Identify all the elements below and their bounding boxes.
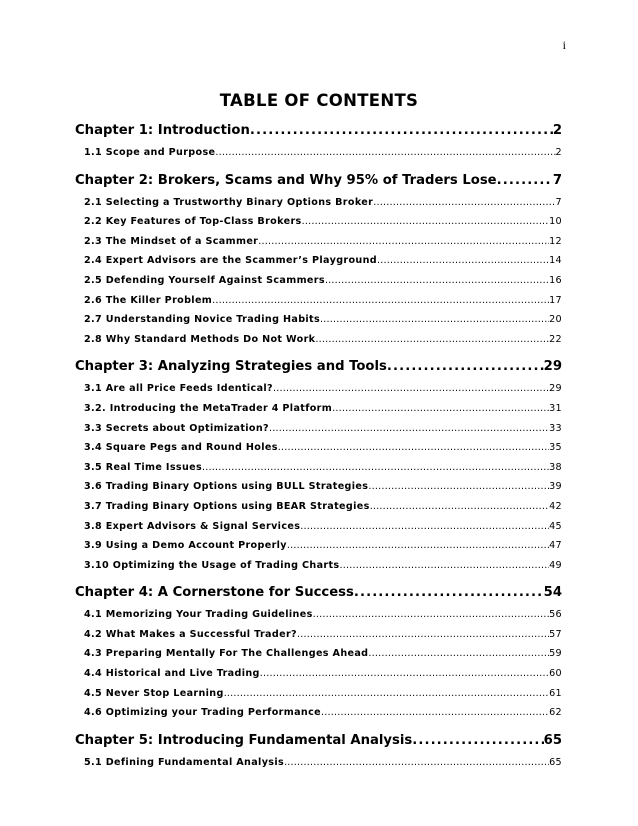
toc-section-entry[interactable] (75, 271, 562, 291)
toc-section-entry[interactable] (75, 251, 562, 271)
dot-leader (320, 310, 549, 330)
toc-entry-label: 3.2. Introducing the MetaTrader 4 Platform (84, 402, 333, 414)
toc-entry-page: 45 (549, 520, 562, 532)
toc-entry-page: 42 (549, 500, 562, 512)
toc-section-entry[interactable] (75, 330, 562, 350)
toc-entry-page: 62 (549, 707, 562, 719)
toc-entry-label: 3.8 Expert Advisors & Signal Services (84, 520, 301, 532)
toc-section-entry[interactable] (75, 625, 562, 645)
toc-entry-page: 38 (549, 461, 562, 473)
toc-section-entry[interactable] (75, 419, 562, 439)
toc-section-entry[interactable] (75, 232, 562, 252)
toc-entry-label: 4.5 Never Stop Learning (84, 687, 224, 699)
toc-entry-page: 14 (549, 255, 562, 267)
toc-entry-page: 47 (549, 540, 562, 552)
dot-leader (273, 379, 549, 399)
toc-entry-label: 2.7 Understanding Novice Trading Habits (84, 314, 321, 326)
toc-section-entry[interactable] (75, 310, 562, 330)
toc-entry-page: 22 (549, 333, 562, 345)
toc-list (75, 118, 562, 772)
toc-entry-page: 29 (543, 359, 562, 375)
toc-entry-page: 56 (549, 609, 562, 621)
toc-entry-label: 1.1 Scope and Purpose (84, 147, 216, 158)
toc-entry-label: 3.5 Real Time Issues (84, 461, 203, 473)
toc-entry-label: 2.2 Key Features of Top-Class Brokers (84, 216, 302, 228)
toc-entry-label: 3.4 Square Pegs and Round Holes (84, 442, 278, 454)
toc-entry-page: 31 (549, 402, 562, 414)
toc-entry-label: 3.10 Optimizing the Usage of Trading Charts (84, 559, 340, 571)
dot-leader (325, 271, 549, 291)
toc-entry-label: 2.4 Expert Advisors are the Scammer’s Playground (84, 255, 378, 267)
toc-entry-label: 2.1 Selecting a Trustworthy Binary Options Broker (84, 196, 374, 208)
toc-section-entry[interactable] (75, 517, 562, 537)
toc-entry-page: 33 (549, 422, 562, 434)
toc-entry-page: 20 (549, 314, 562, 326)
dot-leader (258, 232, 549, 252)
toc-section-entry[interactable] (75, 438, 562, 458)
toc-section-entry[interactable] (75, 536, 562, 556)
toc-entry-page: 2 (555, 147, 562, 158)
toc-entry-page: 61 (549, 687, 562, 699)
dot-leader (373, 193, 555, 213)
dot-leader (339, 556, 549, 576)
toc-entry-label: 3.6 Trading Binary Options using BULL Strategies (84, 481, 369, 493)
dot-leader (377, 251, 549, 271)
toc-entry-page: 65 (549, 756, 562, 768)
dot-leader (302, 212, 549, 232)
toc-entry-label: 3.9 Using a Demo Account Properly (84, 540, 287, 552)
toc-entry-label: 2.3 The Mindset of a Scammer (84, 235, 259, 247)
toc-section-entry[interactable] (75, 753, 562, 773)
dot-leader (250, 118, 553, 143)
toc-entry-page: 49 (549, 559, 562, 571)
dot-leader (300, 517, 549, 537)
dot-leader (332, 399, 549, 419)
toc-entry-label: Chapter 4: A Cornerstone for Success (75, 585, 354, 601)
dot-leader (284, 753, 549, 773)
toc-section-entry[interactable] (75, 644, 562, 664)
toc-entry-label: 4.1 Memorizing Your Trading Guidelines (84, 609, 313, 621)
toc-entry-label: 4.2 What Makes a Successful Trader? (84, 628, 297, 640)
dot-leader (212, 291, 549, 311)
toc-section-entry[interactable] (75, 477, 562, 497)
toc-entry-label: 3.1 Are all Price Feeds Identical? (84, 383, 273, 395)
toc-entry-label: 4.4 Historical and Live Trading (84, 668, 260, 680)
toc-entry-label: Chapter 1: Introduction (75, 123, 250, 138)
dot-leader (387, 354, 544, 379)
toc-section-entry[interactable] (75, 703, 562, 723)
dot-leader (315, 330, 549, 350)
dot-leader (368, 477, 549, 497)
toc-section-entry[interactable] (75, 497, 562, 517)
toc-section-entry[interactable] (75, 212, 562, 232)
toc-entry-page: 54 (543, 585, 562, 601)
toc-entry-label: 2.6 The Killer Problem (84, 294, 213, 306)
toc-entry-page: 17 (549, 294, 562, 306)
toc-section-entry[interactable] (75, 664, 562, 684)
page-number: i (562, 38, 566, 52)
dot-leader (354, 580, 544, 605)
dot-leader (297, 625, 549, 645)
toc-entry-label: Chapter 3: Analyzing Strategies and Tools (75, 359, 387, 375)
dot-leader (224, 684, 549, 704)
toc-chapter-entry[interactable] (75, 118, 562, 143)
toc-entry-page: 7 (552, 172, 562, 188)
dot-leader (313, 605, 549, 625)
toc-chapter-entry[interactable] (75, 728, 562, 753)
toc-entry-page: 7 (555, 196, 562, 208)
toc-section-entry[interactable] (75, 684, 562, 704)
dot-leader (321, 703, 549, 723)
toc-entry-page: 10 (549, 216, 562, 228)
toc-entry-page: 16 (549, 274, 562, 286)
toc-section-entry[interactable] (75, 458, 562, 478)
dot-leader (370, 497, 549, 517)
toc-entry-label: 5.1 Defining Fundamental Analysis (84, 756, 285, 768)
toc-section-entry[interactable] (75, 291, 562, 311)
toc-entry-label: 3.7 Trading Binary Options using BEAR Strategies (84, 500, 370, 512)
toc-entry-page: 65 (543, 732, 562, 748)
toc-entry-label: Chapter 2: Brokers, Scams and Why 95% of Traders Lose (75, 172, 497, 188)
toc-section-entry[interactable] (75, 193, 562, 213)
toc-section-entry[interactable] (75, 143, 562, 163)
toc-chapter-entry[interactable] (75, 580, 562, 605)
toc-entry-page: 60 (549, 668, 562, 680)
dot-leader (497, 168, 553, 193)
toc-chapter-entry[interactable] (75, 354, 562, 379)
toc-section-entry[interactable] (75, 605, 562, 625)
toc-entry-label: 2.5 Defending Yourself Against Scammers (84, 274, 325, 286)
toc-entry-label: Chapter 5: Introducing Fundamental Analysis (75, 732, 413, 748)
toc-entry-label: 3.3 Secrets about Optimization? (84, 422, 269, 434)
toc-entry-label: 4.6 Optimizing your Trading Performance (84, 707, 321, 719)
toc-entry-page: 57 (549, 628, 562, 640)
toc-entry-page: 2 (552, 123, 562, 138)
dot-leader (287, 536, 549, 556)
dot-leader (202, 458, 549, 478)
toc-entry-page: 39 (549, 481, 562, 493)
toc-entry-label: 4.3 Preparing Mentally For The Challenges Ahead (84, 648, 369, 660)
toc-section-entry[interactable] (75, 556, 562, 576)
toc-chapter-entry[interactable] (75, 168, 562, 193)
toc-entry-page: 59 (549, 648, 562, 660)
toc-entry-page: 29 (549, 383, 562, 395)
toc-entry-page: 12 (549, 235, 562, 247)
toc-entry-label: 2.8 Why Standard Methods Do Not Work (84, 333, 316, 345)
page-title: TABLE OF CONTENTS (219, 91, 419, 110)
dot-leader (278, 438, 549, 458)
dot-leader (412, 728, 543, 753)
toc-entry-page: 35 (549, 442, 562, 454)
dot-leader (215, 143, 555, 163)
dot-leader (368, 644, 549, 664)
dot-leader (269, 419, 549, 439)
toc-section-entry[interactable] (75, 379, 562, 399)
toc-section-entry[interactable] (75, 399, 562, 419)
dot-leader (260, 664, 549, 684)
